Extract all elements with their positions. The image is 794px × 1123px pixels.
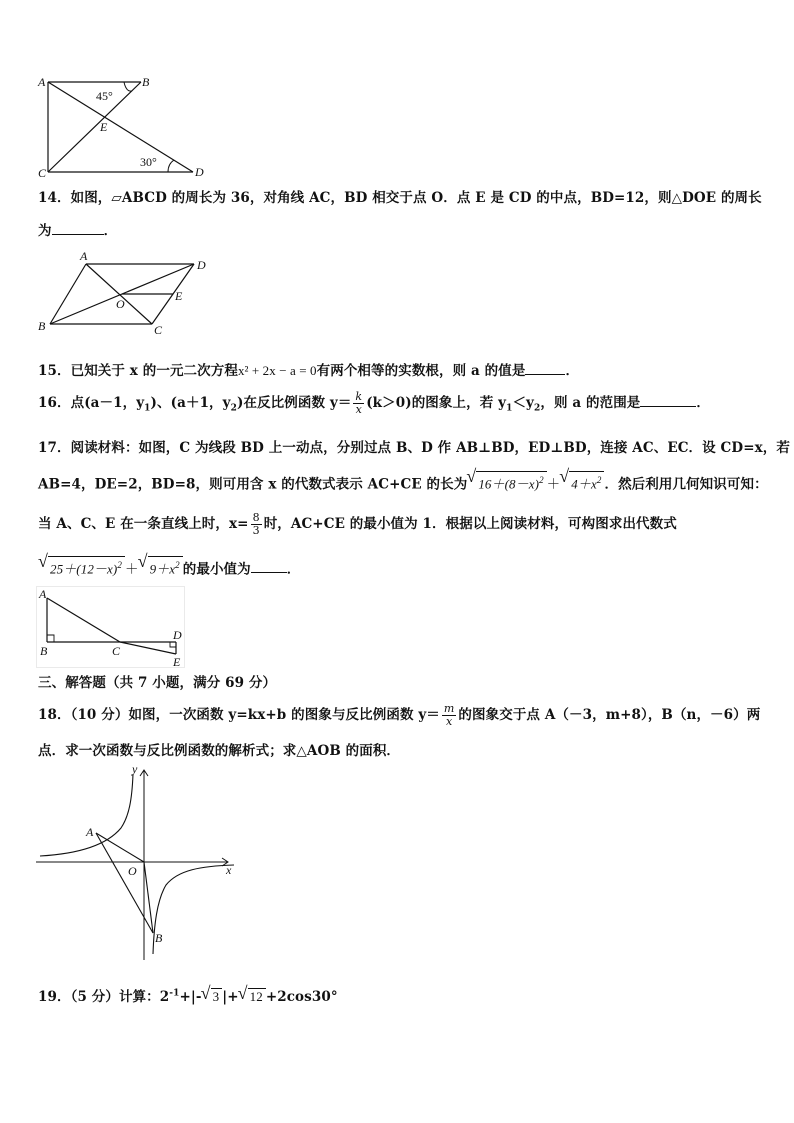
q17-line3b: 时，AC+CE 的最小值为 1．根据以上阅读材料，可构图求出代数式 — [263, 516, 677, 532]
label-b: B — [155, 931, 163, 945]
q19-text2: +|- — [179, 989, 202, 1005]
q15-line — [38, 359, 579, 379]
q14-answer-blank[interactable] — [52, 222, 104, 235]
sqrt-12-body: 12 — [249, 989, 263, 1004]
label-a: A — [38, 75, 46, 89]
q16-sub3: 1 — [506, 403, 513, 414]
q18-fraction — [442, 703, 457, 728]
label-a: A — [86, 825, 94, 839]
q16-sub1: 1 — [144, 403, 151, 414]
label-a: A — [39, 587, 47, 601]
q17-line1-text: 阅读材料：如图，C 为线段 BD 上一动点，分别过点 B、D 作 AB⊥BD，ED⊥BD，连接 AC、EC．设 CD=x，若 — [70, 440, 790, 456]
sqrt-expression-4 — [148, 556, 183, 577]
q17-line1 — [38, 436, 790, 456]
label-d: D — [195, 165, 204, 179]
label-e: E — [100, 120, 108, 134]
q18-line2 — [38, 739, 400, 759]
label-a: A — [80, 249, 88, 263]
q16-text7: ． — [696, 395, 711, 411]
sqrt-3-body: 3 — [212, 989, 220, 1004]
q19-number: 19． — [38, 989, 71, 1005]
q16-text5: ＜y — [512, 395, 534, 411]
label-b: B — [40, 644, 48, 658]
q15-number: 15． — [38, 363, 71, 379]
sqrt-12 — [248, 988, 266, 1005]
q14-text4: ． — [103, 223, 118, 239]
q16-text4: (k＞0)的图象上，若 y — [366, 395, 507, 411]
plus-sign: ＋ — [546, 476, 561, 493]
frac-numerator: 8 — [252, 511, 260, 524]
figure-parallelogram — [36, 248, 221, 338]
q18-text1: 如图，一次函数 y=kx+b 的图象与反比例函数 y＝ — [128, 707, 440, 723]
sqrt3-exp: 2 — [117, 560, 122, 570]
q17-line4-text: 的最小值为 — [182, 561, 251, 578]
frac-numerator: m — [443, 702, 455, 715]
q14-text2: ABCD 的周长为 36，对角线 AC，BD 相交于点 O．点 E 是 CD 的中点，BD=12，则△DOE 的周长 — [121, 190, 762, 206]
q15-equation: x² + 2x − a = 0 — [237, 363, 317, 378]
frac-denominator: x — [355, 403, 362, 416]
sqrt-3 — [211, 988, 223, 1005]
label-d: D — [197, 258, 206, 272]
q18-line2-text: 点．求一次函数与反比例函数的解析式；求△AOB 的面积． — [38, 743, 401, 759]
label-c: C — [38, 166, 47, 180]
q16-sub4: 2 — [533, 403, 541, 414]
label-y: y — [132, 762, 138, 776]
q17-number: 17． — [38, 440, 71, 456]
q18-number: 18． — [38, 707, 71, 723]
q19-text3: |+ — [222, 989, 239, 1005]
q15-text1: 已知关于 x 的一元二次方程 — [70, 363, 238, 379]
q14-line2 — [38, 219, 117, 239]
label-b: B — [142, 75, 150, 89]
label-e: E — [173, 655, 181, 668]
sqrt-expression-2 — [569, 471, 604, 492]
q16-number: 16． — [38, 395, 71, 411]
label-c: C — [112, 644, 121, 658]
frac-numerator: k — [355, 390, 363, 403]
sqrt-expression-3 — [48, 556, 125, 577]
q19-text4: +2cos30° — [265, 989, 338, 1005]
sqrt1-body: 16＋(8－x) — [478, 476, 540, 492]
frac-denominator: 3 — [252, 524, 260, 537]
q19-text1: 计算：2 — [118, 989, 170, 1005]
figure-function-graph — [36, 760, 241, 960]
label-c: C — [154, 323, 163, 337]
q17-line4-end: ． — [286, 561, 301, 578]
q15-text2: 有两个相等的实数根，则 a 的值是 — [316, 363, 526, 379]
q17-answer-blank[interactable] — [251, 560, 287, 573]
sqrt2-body: 4＋x — [571, 476, 597, 492]
q16-text1: 点(a－1，y — [70, 395, 145, 411]
q16-fraction — [353, 391, 364, 416]
q16-text6: ，则 a 的范围是 — [540, 395, 641, 411]
q16-answer-blank[interactable] — [640, 394, 696, 407]
q18-line1 — [38, 703, 760, 728]
label-d: D — [173, 628, 182, 642]
sqrt4-body: 9＋x — [149, 561, 176, 577]
angle-30: 30° — [140, 155, 157, 169]
label-o: O — [116, 297, 125, 311]
q14-text3: 为 — [38, 223, 52, 239]
q17-fraction — [251, 512, 262, 537]
q14-text1: 如图， — [70, 190, 112, 206]
q19-exp: -1 — [169, 988, 180, 999]
sqrt2-exp: 2 — [596, 475, 602, 485]
q18-text2: 的图象交于点 A（－3，m+8），B（n，－6）两 — [458, 707, 761, 723]
q19-score: （5 分） — [70, 989, 119, 1005]
section3-title: 三、解答题（共 7 小题，满分 69 分） — [38, 675, 277, 691]
q18-score: （10 分） — [70, 707, 129, 723]
q16-line — [38, 391, 710, 416]
q16-text2: )、(a＋1，y — [150, 395, 231, 411]
figure-triangles-top — [36, 72, 216, 180]
frac-denominator: x — [446, 715, 453, 728]
angle-45: 45° — [96, 89, 113, 103]
q17-line3 — [38, 512, 677, 537]
q17-line2a: AB=4，DE=2，BD=8，则可用含 x 的代数式表示 AC+CE 的长为 — [38, 476, 468, 493]
q17-line2b: ．然后利用几何知识可知： — [604, 476, 768, 493]
q15-text3: ． — [565, 363, 580, 379]
q19-line — [38, 985, 338, 1005]
section-title — [38, 671, 276, 691]
q16-sub2: 2 — [230, 403, 237, 414]
q17-line3a: 当 A、C、E 在一条直线上时，x= — [38, 516, 249, 532]
q16-text3: )在反比例函数 y＝ — [236, 395, 352, 411]
parallelogram-symbol: ▱ — [111, 190, 122, 206]
sqrt-expression-1 — [476, 471, 546, 492]
label-x: x — [226, 863, 232, 877]
q15-answer-blank[interactable] — [525, 362, 565, 375]
q14-number: 14． — [38, 190, 71, 206]
figure-segment-bd — [36, 586, 186, 668]
sqrt3-body: 25＋(12－x) — [50, 561, 118, 577]
plus-sign: ＋ — [124, 561, 139, 578]
label-o: O — [128, 864, 137, 878]
label-e: E — [175, 289, 183, 303]
label-b: B — [38, 319, 46, 333]
q14-line1 — [38, 186, 762, 206]
q17-line2 — [38, 471, 768, 492]
sqrt1-exp: 2 — [539, 475, 544, 485]
sqrt4-exp: 2 — [175, 560, 180, 570]
q17-line4 — [38, 556, 300, 577]
